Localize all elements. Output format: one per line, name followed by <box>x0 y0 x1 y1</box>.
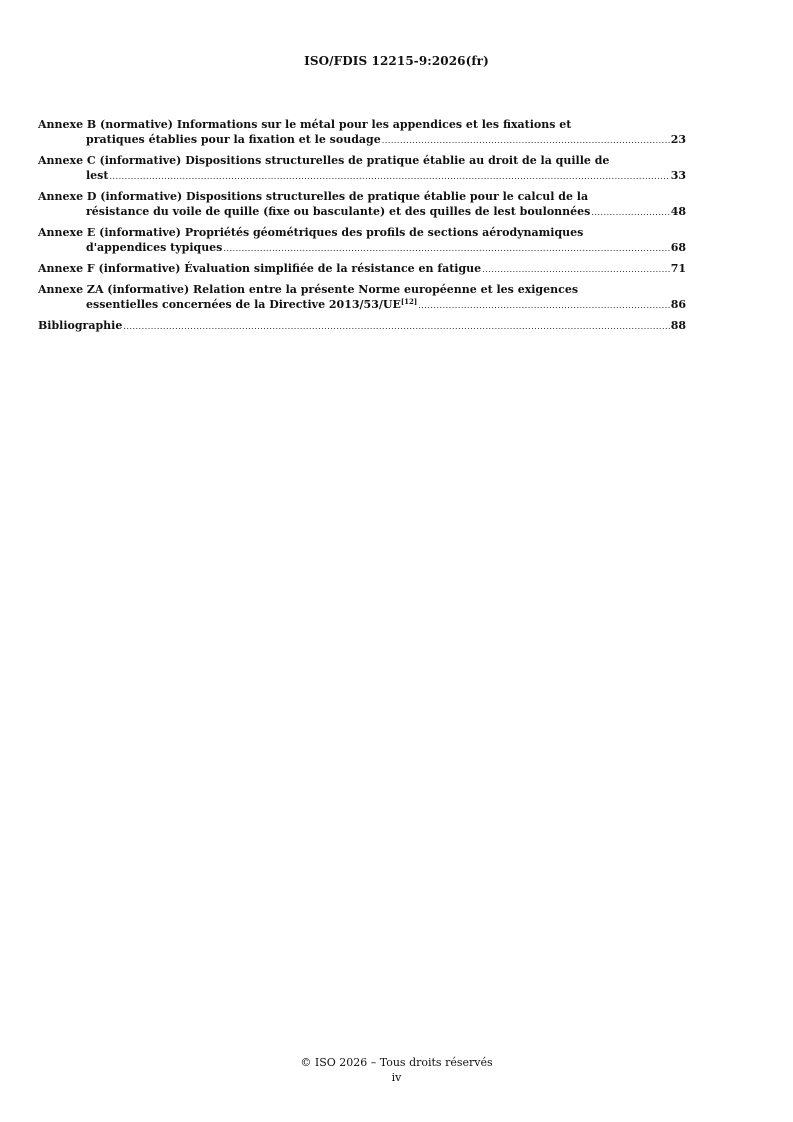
toc-entry-title-line <box>38 153 686 168</box>
toc-entry-title: Bibliographie <box>38 319 123 332</box>
toc-entry-annex-d[interactable] <box>38 189 686 220</box>
toc-entry-annex-c[interactable] <box>38 153 686 184</box>
page-number: iv <box>391 1071 402 1084</box>
toc-entry-annex-e[interactable] <box>38 225 686 256</box>
toc-entry-continuation-line <box>38 297 686 313</box>
dot-leader <box>109 169 669 184</box>
toc-entry-title-line <box>38 117 686 132</box>
toc-entry-annex-b[interactable] <box>38 117 686 148</box>
dot-leader <box>591 205 669 220</box>
toc-entry-continuation-line <box>38 204 686 220</box>
toc-entry-bibliography[interactable] <box>38 318 686 334</box>
toc-entry-continuation-line <box>38 240 686 256</box>
dot-leader <box>418 298 669 313</box>
toc-entry-title: Annexe B (normative) Informations sur le métal pour les appendices et les fixations et <box>38 118 572 131</box>
toc-entry-page-number: 86 <box>670 298 686 311</box>
toc-entry-title-text: essentielles concernées de la Directive 2013/53/UE <box>86 298 401 311</box>
toc-entry-title-continued: pratiques établies pour la fixation et le soudage <box>86 133 381 146</box>
dot-leader <box>482 262 670 277</box>
toc-entry-page-number: 71 <box>670 262 686 275</box>
toc-entry-annex-za[interactable] <box>38 282 686 313</box>
toc-entry-title: Annexe E (informative) Propriétés géométriques des profils de sections aérodynamiques <box>38 226 584 239</box>
toc-entry-title-continued: résistance du voile de quille (fixe ou basculante) et des quilles de lest boulonnées <box>86 205 591 218</box>
page-footer <box>0 1055 793 1085</box>
reference-superscript: [12] <box>400 297 418 306</box>
toc-entry-continuation-line <box>38 168 686 184</box>
table-of-contents <box>38 117 686 339</box>
toc-entry-title: Annexe ZA (informative) Relation entre la présente Norme européenne et les exigences <box>38 283 579 296</box>
toc-entry-title: Annexe C (informative) Dispositions structurelles de pratique établie au droit de la quille de <box>38 154 610 167</box>
toc-entry-annex-f[interactable] <box>38 261 686 277</box>
toc-entry-page-number: 33 <box>670 169 686 182</box>
toc-entry-page-number: 68 <box>670 241 686 254</box>
toc-entry-page-number: 48 <box>670 205 686 218</box>
toc-entry-title-line <box>38 225 686 240</box>
toc-entry-title-line <box>38 282 686 297</box>
toc-entry-title: Annexe D (informative) Dispositions structurelles de pratique établie pour le calcul de la <box>38 190 589 203</box>
toc-entry-title-line <box>38 318 686 334</box>
toc-entry-page-number: 23 <box>670 133 686 146</box>
toc-entry-page-number: 88 <box>670 319 686 332</box>
toc-entry-title-continued: d'appendices typiques <box>86 241 223 254</box>
dot-leader <box>382 133 670 148</box>
dot-leader <box>123 319 669 334</box>
toc-entry-title: Annexe F (informative) Évaluation simplifiée de la résistance en fatigue <box>38 262 482 275</box>
document-id-header: ISO/FDIS 12215-9:2026(fr) <box>304 54 489 68</box>
dot-leader <box>223 241 669 256</box>
toc-entry-title-continued <box>86 297 417 312</box>
toc-entry-title-line <box>38 189 686 204</box>
copyright-notice: © ISO 2026 – Tous droits réservés <box>300 1056 493 1069</box>
toc-entry-title-line <box>38 261 686 277</box>
toc-entry-continuation-line <box>38 132 686 148</box>
toc-entry-title-continued: lest <box>86 169 109 182</box>
